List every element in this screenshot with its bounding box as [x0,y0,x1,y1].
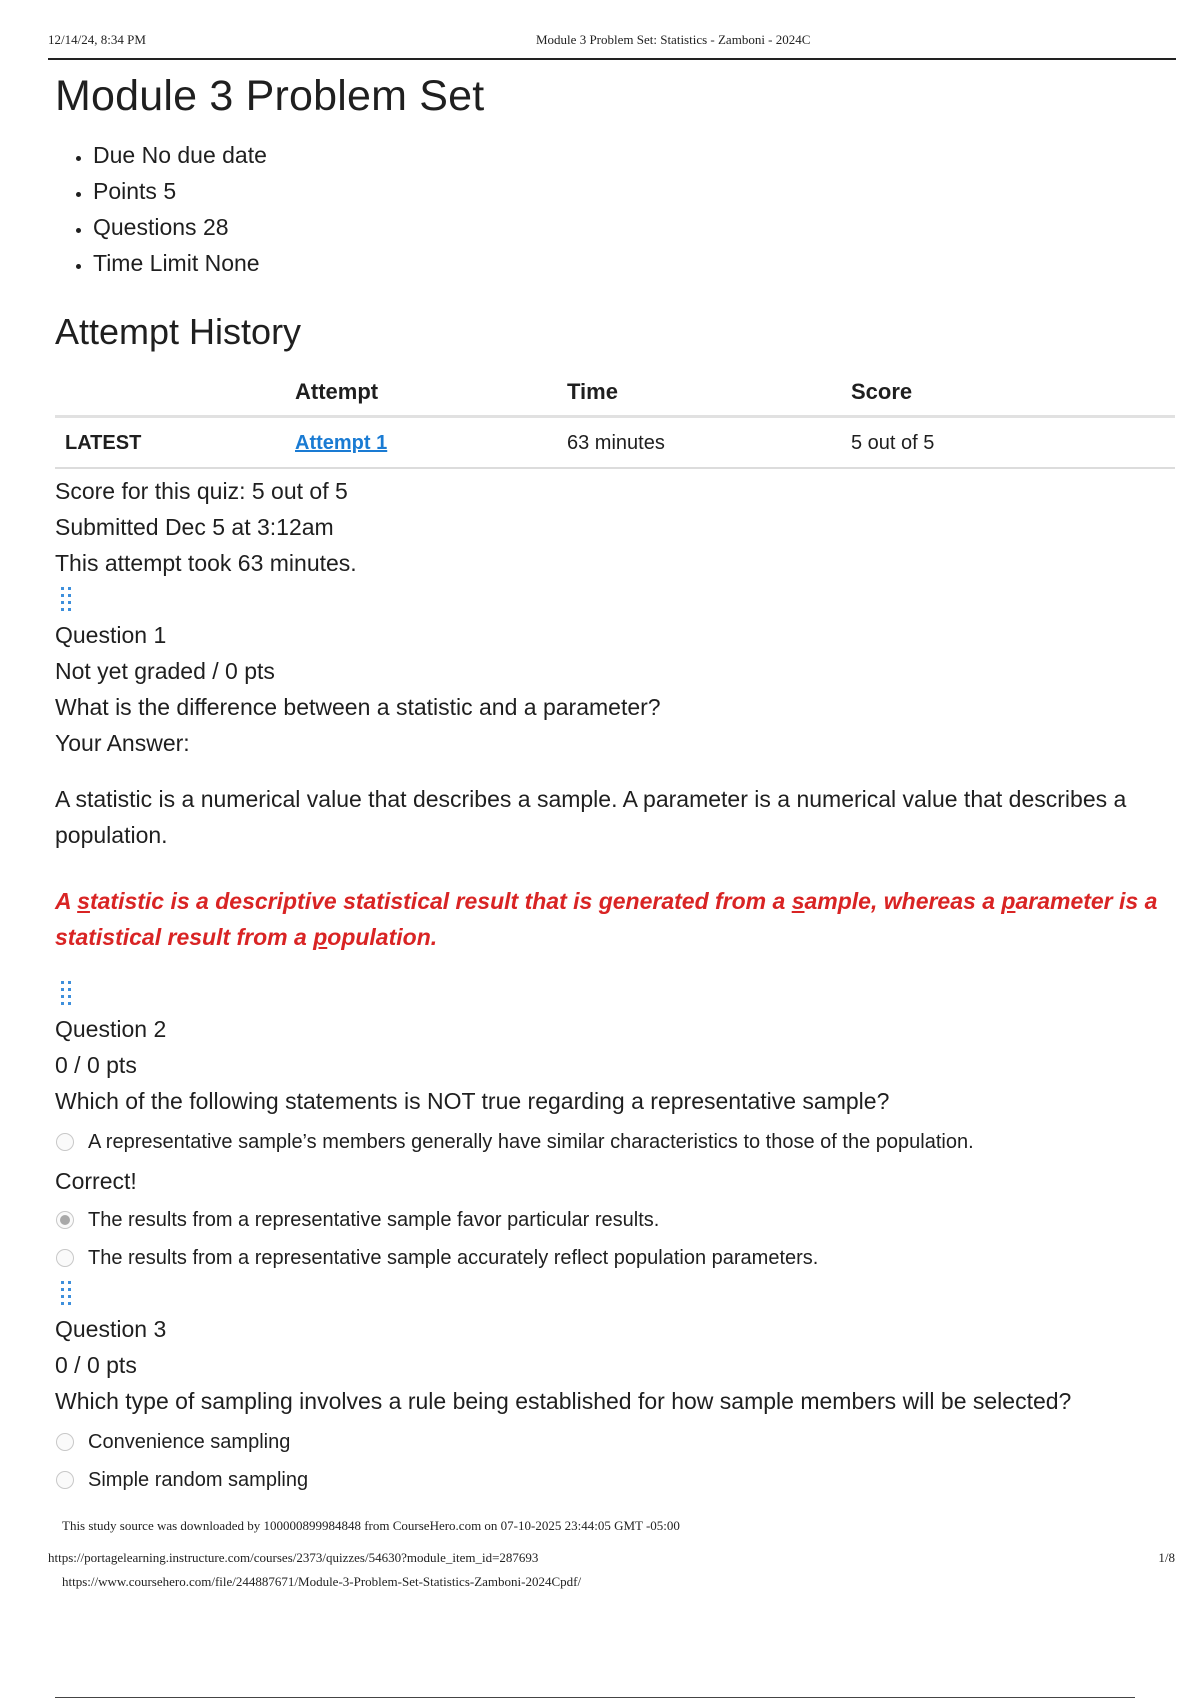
drag-handle-icon[interactable] [61,587,69,613]
attempt-score: 5 out of 5 [851,417,1175,469]
latest-label: LATEST [55,417,295,469]
page-number: 1/8 [1158,1550,1175,1565]
page-title: Module 3 Problem Set [55,72,485,120]
print-document-title: Module 3 Problem Set: Statistics - Zamboni - 2024C [536,32,811,47]
answer-option[interactable] [55,1465,1175,1495]
bottom-divider [55,1697,1135,1698]
table-row [55,417,1175,469]
meta-time-limit: • Time Limit None [93,245,1175,281]
your-answer-label: Your Answer: [55,730,190,756]
question-title: Question 3 [55,1316,167,1342]
column-header-time: Time [567,375,851,417]
question-title: Question 2 [55,1016,167,1042]
question-points: 0 / 0 pts [55,1052,137,1078]
coursehero-url: https://www.coursehero.com/file/244887671/Module-3-Problem-Set-Statistics-Zamboni-2024Cpdf/ [62,1574,582,1589]
column-header-attempt: Attempt [295,375,567,417]
radio-button[interactable] [56,1249,74,1267]
answer-option-selected[interactable] [55,1205,1175,1235]
option-label: Simple random sampling [88,1468,309,1491]
model-answer: A statistic is a descriptive statistical result that is generated from a sample, whereas a parameter is a statistical result from a population. [55,888,1158,950]
print-url: https://portagelearning.instructure.com/courses/2373/quizzes/54630?module_item_id=287693 [48,1550,539,1565]
radio-button-selected[interactable] [56,1211,74,1229]
question-prompt: Which of the following statements is NOT true regarding a representative sample? [55,1088,890,1114]
attempt-history-table [55,375,1175,469]
meta-questions: • Questions 28 [93,209,1175,245]
column-header-score: Score [851,375,1175,417]
radio-button[interactable] [56,1133,74,1151]
drag-handle-icon[interactable] [61,981,69,1007]
meta-points: • Points 5 [93,173,1175,209]
question-prompt: What is the difference between a statistic and a parameter? [55,694,661,720]
question-title: Question 1 [55,622,167,648]
radio-button[interactable] [56,1471,74,1489]
question-1 [55,617,1175,955]
quiz-meta-list [55,137,1175,281]
answer-option[interactable] [55,1127,1175,1157]
attempt-duration: This attempt took 63 minutes. [55,550,357,576]
radio-button[interactable] [56,1433,74,1451]
option-label: Convenience sampling [88,1430,291,1453]
question-prompt: Which type of sampling involves a rule being established for how sample members will be selected? [55,1388,1072,1414]
answer-option[interactable] [55,1427,1175,1457]
drag-handle-icon[interactable] [61,1281,69,1307]
question-points: 0 / 0 pts [55,1352,137,1378]
attempt-history-title: Attempt History [55,311,302,352]
option-label: The results from a representative sample accurately reflect population parameters. [88,1246,819,1269]
quiz-content [55,70,1175,1503]
question-3 [55,1311,1175,1495]
student-answer: A statistic is a numerical value that describes a sample. A parameter is a numerical value that describes a population. [55,786,1127,848]
submitted-at: Submitted Dec 5 at 3:12am [55,514,334,540]
option-label: The results from a representative sample favor particular results. [88,1208,660,1231]
print-header [48,24,1176,60]
answer-option[interactable] [55,1243,1175,1273]
question-points: Not yet graded / 0 pts [55,658,275,684]
quiz-score: Score for this quiz: 5 out of 5 [55,478,348,504]
correct-answer-label: Correct! [55,1168,137,1194]
print-datetime: 12/14/24, 8:34 PM [48,32,146,47]
download-source-note: This study source was downloaded by 100000899984848 from CourseHero.com on 07-10-2025 23:44:05 GMT -05:00 [62,1518,680,1533]
attempt-1-link[interactable]: Attempt 1 [295,432,388,454]
question-2 [55,1011,1175,1273]
attempt-time: 63 minutes [567,417,851,469]
meta-due: • Due No due date [93,137,1175,173]
option-label: A representative sample’s members generally have similar characteristics to those of the population. [88,1130,974,1153]
column-header-blank [55,375,295,417]
